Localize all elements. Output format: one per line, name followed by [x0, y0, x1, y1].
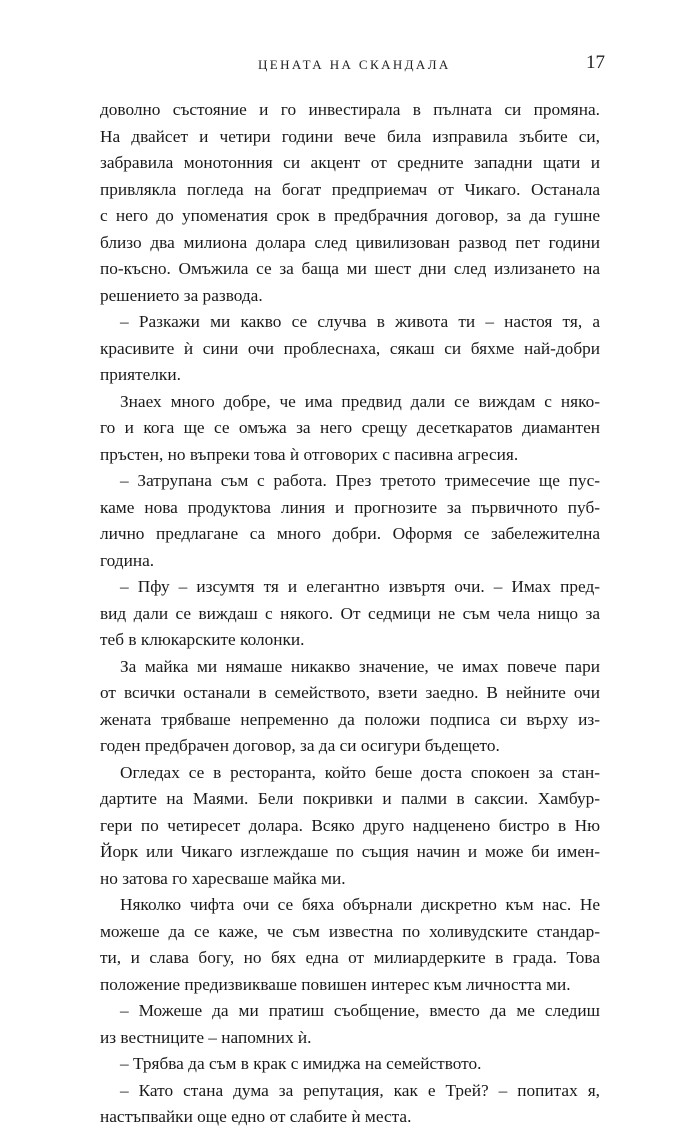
- body-text: [100, 97, 600, 1131]
- text-line: доволно състояние и го инвестирала в пълната си промяна.: [100, 100, 600, 119]
- text-line: ти, и слава богу, но бях една от милиардерките в града. Това: [100, 948, 600, 967]
- text-line: каме нова продуктова линия и прогнозите за първичното пуб-: [100, 497, 600, 517]
- text-line: близо два милиона долара след цивилизован развод пет години: [100, 232, 600, 252]
- text-line: забравила монотонния си акцент от средните западни щати и: [100, 153, 600, 172]
- text-line: вид дали се виждаш с някого. От седмици не съм чела нищо за: [100, 603, 600, 623]
- text-line: гери по четиресет долара. Всяко друго надценено бистро в Ню: [100, 815, 600, 835]
- text-line: го и кога ще се омъжа за него срещу десеткаратов диамантен: [100, 418, 600, 437]
- text-line: годен предбрачен договор, за да си осигури бъдещето.: [100, 736, 500, 755]
- text-line: красивите ѝ сини очи проблеснаха, сякаш си бяхме най-добри: [100, 338, 600, 358]
- text-line: На двайсет и четири години вече била изправила зъбите си,: [100, 126, 600, 146]
- text-line: с него до упоменатия срок в предбрачния договор, за да гушне: [100, 206, 600, 225]
- text-line: – Пфу – изсумтя тя и елегантно извъртя очи. – Имах пред-: [120, 577, 600, 596]
- text-line: привлякла погледа на богат предприемач от Чикаго. Останала: [100, 179, 600, 199]
- text-line: Огледах се в ресторанта, който беше доста спокоен за стан-: [120, 762, 600, 782]
- text-line: настъпвайки още едно от слабите ѝ места.: [100, 1107, 412, 1126]
- text-line: – Разкажи ми какво се случва в живота ти – настоя тя, а: [120, 312, 600, 331]
- text-line: от всички останали в семейството, взети заедно. В нейните очи: [100, 683, 600, 702]
- text-line: положение предизвикваше повишен интерес към личността ми.: [100, 974, 571, 994]
- text-line: из вестниците – напомних ѝ.: [100, 1027, 312, 1047]
- text-line: но затова го харесваше майка ми.: [100, 868, 346, 888]
- text-line: Няколко чифта очи се бяха обърнали дискретно към нас. Не: [120, 895, 600, 914]
- text-line: – Можеше да ми пратиш съобщение, вместо да ме следиш: [120, 1001, 600, 1020]
- text-line: можеше да се каже, че съм известна по холивудските стандар-: [100, 921, 600, 941]
- text-line: приятелки.: [100, 365, 181, 384]
- text-line: жената трябваше непременно да положи подписа си върху из-: [100, 709, 600, 729]
- text-line: решението за развода.: [100, 285, 263, 305]
- text-line: – Затрупана съм с работа. През третото тримесечие ще пус-: [120, 471, 600, 490]
- text-line: лично предлагане са много добри. Оформя се забележителна: [100, 524, 600, 543]
- text-line: година.: [100, 550, 155, 570]
- text-line: дартите на Маями. Бели покривки и палми в саксии. Хамбур-: [100, 789, 600, 808]
- text-line: Йорк или Чикаго изглеждаше по същия начин и може би имен-: [100, 842, 600, 861]
- text-line: За майка ми нямаше никакво значение, че имах повече пари: [120, 656, 600, 676]
- text-line: – Трябва да съм в крак с имиджа на семейството.: [120, 1054, 482, 1073]
- text-line: теб в клюкарските колонки.: [100, 630, 305, 649]
- page-number: 17: [586, 52, 605, 73]
- text-line: пръстен, но въпреки това ѝ отговорих с пасивна агресия.: [100, 444, 519, 464]
- text-line: Знаех много добре, че има предвид дали се виждам с няко-: [120, 391, 600, 411]
- text-line: по-късно. Омъжила се за баща ми шест дни след излизането на: [100, 259, 600, 278]
- text-line: – Като стана дума за репутация, как е Трей? – попитах я,: [120, 1080, 600, 1100]
- running-head-title: ЦЕНАТА НА СКАНДАЛА: [258, 57, 451, 72]
